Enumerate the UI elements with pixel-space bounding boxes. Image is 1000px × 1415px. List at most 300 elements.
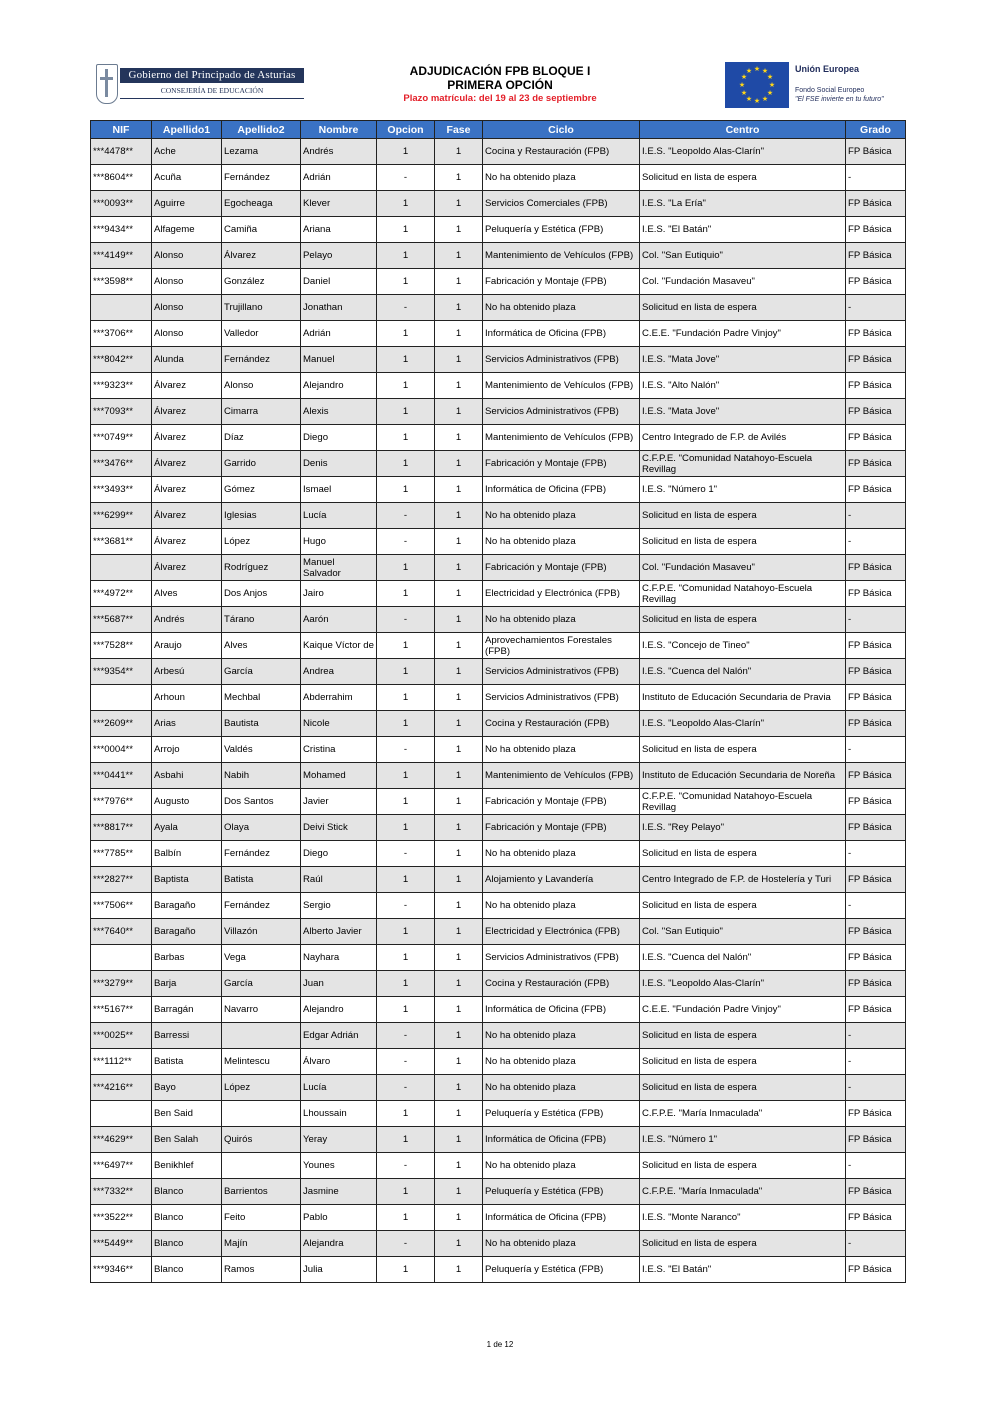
cell-fase: 1 xyxy=(435,1231,483,1257)
cell-opcion: - xyxy=(377,1075,435,1101)
col-header-nombre: Nombre xyxy=(301,121,377,139)
cell-grado: FP Básica xyxy=(846,1127,906,1153)
svg-text:★: ★ xyxy=(740,73,748,81)
cell-grado: - xyxy=(846,1023,906,1049)
cell-nombre: Ismael xyxy=(301,477,377,503)
cell-nombre: Nicole xyxy=(301,711,377,737)
cell-opcion: 1 xyxy=(377,191,435,217)
title-block xyxy=(350,64,650,106)
cell-nif xyxy=(91,1101,152,1127)
cell-fase: 1 xyxy=(435,217,483,243)
cell-grado: - xyxy=(846,1231,906,1257)
cell-ciclo: Mantenimiento de Vehículos (FPB) xyxy=(483,425,640,451)
cell-ciclo: No ha obtenido plaza xyxy=(483,295,640,321)
cell-grado: FP Básica xyxy=(846,971,906,997)
cell-ciclo: Electricidad y Electrónica (FPB) xyxy=(483,919,640,945)
table-row xyxy=(91,659,906,685)
cell-ciclo: Mantenimiento de Vehículos (FPB) xyxy=(483,373,640,399)
cell-nif: ***5449** xyxy=(91,1231,152,1257)
cell-ciclo: Servicios Administrativos (FPB) xyxy=(483,659,640,685)
cell-grado: - xyxy=(846,737,906,763)
cell-centro: C.E.E. "Fundación Padre Vinjoy" xyxy=(640,321,846,347)
col-header-grado: Grado xyxy=(846,121,906,139)
cell-opcion: 1 xyxy=(377,789,435,815)
cell-nombre: Alejandro xyxy=(301,997,377,1023)
cell-apellido2: Álvarez xyxy=(222,243,301,269)
cell-nombre: Younes xyxy=(301,1153,377,1179)
allocation-table xyxy=(90,120,906,1283)
cell-centro: I.E.S. "Leopoldo Alas-Clarín" xyxy=(640,971,846,997)
cell-fase: 1 xyxy=(435,399,483,425)
cell-centro: I.E.S. "Número 1" xyxy=(640,477,846,503)
col-header-apellido1: Apellido1 xyxy=(152,121,222,139)
cell-ciclo: No ha obtenido plaza xyxy=(483,1023,640,1049)
cell-ciclo: Alojamiento y Lavandería xyxy=(483,867,640,893)
cell-fase: 1 xyxy=(435,295,483,321)
cell-nif: ***0093** xyxy=(91,191,152,217)
cell-apellido1: Alves xyxy=(152,581,222,607)
cell-nif: ***3279** xyxy=(91,971,152,997)
svg-text:★: ★ xyxy=(753,65,761,73)
cell-fase: 1 xyxy=(435,347,483,373)
asturias-shield-icon xyxy=(96,64,118,104)
cell-apellido1: Arrojo xyxy=(152,737,222,763)
table-row xyxy=(91,581,906,607)
cell-grado: FP Básica xyxy=(846,581,906,607)
cell-centro: I.E.S. "Monte Naranco" xyxy=(640,1205,846,1231)
cell-opcion: 1 xyxy=(377,945,435,971)
cell-ciclo: Electricidad y Electrónica (FPB) xyxy=(483,581,640,607)
col-header-nif: NIF xyxy=(91,121,152,139)
eu-logo xyxy=(725,62,905,108)
cell-opcion: 1 xyxy=(377,321,435,347)
cell-apellido2: Melintescu xyxy=(222,1049,301,1075)
cell-apellido1: Barressi xyxy=(152,1023,222,1049)
cell-nombre: Julia xyxy=(301,1257,377,1283)
cell-nombre: Yeray xyxy=(301,1127,377,1153)
cell-apellido2: Valdés xyxy=(222,737,301,763)
cell-fase: 1 xyxy=(435,243,483,269)
cell-apellido1: Álvarez xyxy=(152,529,222,555)
table-row xyxy=(91,893,906,919)
cell-ciclo: Cocina y Restauración (FPB) xyxy=(483,971,640,997)
cell-ciclo: No ha obtenido plaza xyxy=(483,1049,640,1075)
cell-apellido2: Villazón xyxy=(222,919,301,945)
cell-opcion: 1 xyxy=(377,425,435,451)
svg-text:★: ★ xyxy=(745,67,753,75)
table-row xyxy=(91,321,906,347)
col-header-opcion: Opcion xyxy=(377,121,435,139)
cell-grado: - xyxy=(846,841,906,867)
cell-centro: Solicitud en lista de espera xyxy=(640,1023,846,1049)
cell-opcion: - xyxy=(377,165,435,191)
gov-logo xyxy=(96,64,308,104)
cell-nombre: Adrián xyxy=(301,321,377,347)
cell-nombre: Nayhara xyxy=(301,945,377,971)
cell-opcion: 1 xyxy=(377,347,435,373)
cell-nombre: Juan xyxy=(301,971,377,997)
cell-nif: ***3598** xyxy=(91,269,152,295)
cell-fase: 1 xyxy=(435,1179,483,1205)
cell-nif: ***0749** xyxy=(91,425,152,451)
cell-nif: ***4216** xyxy=(91,1075,152,1101)
cell-centro: Col. "Fundación Masaveu" xyxy=(640,269,846,295)
deadline-text: Plazo matrícula: del 19 al 23 de septiembre xyxy=(403,93,597,104)
cell-nif: ***6497** xyxy=(91,1153,152,1179)
table-row xyxy=(91,269,906,295)
cell-nif xyxy=(91,295,152,321)
table-row xyxy=(91,243,906,269)
cell-opcion: - xyxy=(377,607,435,633)
cell-grado: FP Básica xyxy=(846,321,906,347)
cell-grado: FP Básica xyxy=(846,659,906,685)
cell-centro: I.E.S. "Número 1" xyxy=(640,1127,846,1153)
cell-opcion: 1 xyxy=(377,685,435,711)
cell-grado: FP Básica xyxy=(846,711,906,737)
cell-centro: Solicitud en lista de espera xyxy=(640,607,846,633)
cell-fase: 1 xyxy=(435,971,483,997)
cell-fase: 1 xyxy=(435,711,483,737)
svg-text:★: ★ xyxy=(761,95,769,103)
cell-apellido2: Majín xyxy=(222,1231,301,1257)
cell-fase: 1 xyxy=(435,867,483,893)
cell-nombre: Jonathan xyxy=(301,295,377,321)
cell-opcion: 1 xyxy=(377,659,435,685)
cell-nombre: Raúl xyxy=(301,867,377,893)
cell-fase: 1 xyxy=(435,633,483,659)
cell-opcion: 1 xyxy=(377,919,435,945)
cell-nif: ***8042** xyxy=(91,347,152,373)
cell-nombre: Abderrahim xyxy=(301,685,377,711)
cell-apellido1: Baragaño xyxy=(152,893,222,919)
cell-opcion: 1 xyxy=(377,763,435,789)
cell-apellido2: Fernández xyxy=(222,165,301,191)
svg-text:★: ★ xyxy=(766,73,774,81)
cell-opcion: 1 xyxy=(377,1127,435,1153)
cell-centro: Col. "San Eutiquio" xyxy=(640,243,846,269)
cell-nif: ***8817** xyxy=(91,815,152,841)
cell-apellido2: Navarro xyxy=(222,997,301,1023)
cell-fase: 1 xyxy=(435,1101,483,1127)
cell-apellido1: Blanco xyxy=(152,1257,222,1283)
cell-nif: ***4149** xyxy=(91,243,152,269)
table-row xyxy=(91,711,906,737)
cell-fase: 1 xyxy=(435,581,483,607)
cell-fase: 1 xyxy=(435,269,483,295)
cell-fase: 1 xyxy=(435,1257,483,1283)
cell-apellido2: Tárano xyxy=(222,607,301,633)
cell-nombre: Álvaro xyxy=(301,1049,377,1075)
eu-fund: Fondo Social Europeo xyxy=(795,87,865,94)
table-row xyxy=(91,295,906,321)
cell-grado: FP Básica xyxy=(846,373,906,399)
cell-opcion: 1 xyxy=(377,139,435,165)
cell-nif: ***0025** xyxy=(91,1023,152,1049)
cell-fase: 1 xyxy=(435,191,483,217)
cell-fase: 1 xyxy=(435,529,483,555)
cell-apellido1: Augusto xyxy=(152,789,222,815)
cell-grado: - xyxy=(846,1075,906,1101)
cell-nombre: Jairo xyxy=(301,581,377,607)
cell-apellido1: Bayo xyxy=(152,1075,222,1101)
cell-nif: ***7093** xyxy=(91,399,152,425)
cell-apellido1: Benikhlef xyxy=(152,1153,222,1179)
cell-nombre: Ariana xyxy=(301,217,377,243)
cell-grado: - xyxy=(846,1049,906,1075)
cell-nif: ***3681** xyxy=(91,529,152,555)
cell-grado: FP Básica xyxy=(846,997,906,1023)
page-subtitle: PRIMERA OPCIÓN xyxy=(447,78,553,92)
cell-apellido2: Quirós xyxy=(222,1127,301,1153)
cell-apellido1: Arhoun xyxy=(152,685,222,711)
svg-text:★: ★ xyxy=(768,81,776,89)
cell-centro: C.F.P.E. "Comunidad Natahoyo-Escuela Revillag xyxy=(640,789,846,815)
cell-grado: - xyxy=(846,607,906,633)
cell-centro: I.E.S. "Cuenca del Nalón" xyxy=(640,659,846,685)
cell-opcion: 1 xyxy=(377,217,435,243)
eu-motto: "El FSE invierte en tu futuro" xyxy=(795,96,884,103)
cell-centro: I.E.S. "La Ería" xyxy=(640,191,846,217)
cell-apellido2 xyxy=(222,1101,301,1127)
cell-apellido2: Fernández xyxy=(222,841,301,867)
cell-apellido2: Olaya xyxy=(222,815,301,841)
cell-fase: 1 xyxy=(435,997,483,1023)
cell-fase: 1 xyxy=(435,425,483,451)
cell-nombre: Edgar Adrián xyxy=(301,1023,377,1049)
cell-apellido2: Rodríguez xyxy=(222,555,301,581)
table-row xyxy=(91,1153,906,1179)
cell-apellido1: Ben Salah xyxy=(152,1127,222,1153)
table-row xyxy=(91,529,906,555)
cell-nif: ***6299** xyxy=(91,503,152,529)
table-row xyxy=(91,191,906,217)
cell-apellido2: Lezama xyxy=(222,139,301,165)
cell-grado: FP Básica xyxy=(846,139,906,165)
cell-nombre: Javier xyxy=(301,789,377,815)
cell-centro: Solicitud en lista de espera xyxy=(640,737,846,763)
cell-nif xyxy=(91,685,152,711)
cell-nif: ***2609** xyxy=(91,711,152,737)
cell-apellido1: Asbahi xyxy=(152,763,222,789)
cell-apellido2: Valledor xyxy=(222,321,301,347)
divider xyxy=(120,98,304,99)
cell-fase: 1 xyxy=(435,477,483,503)
cell-opcion: - xyxy=(377,1231,435,1257)
table-row xyxy=(91,1101,906,1127)
gov-name: Gobierno del Principado de Asturias xyxy=(120,68,304,83)
cell-nif: ***3522** xyxy=(91,1205,152,1231)
cell-centro: Centro Integrado de F.P. de Avilés xyxy=(640,425,846,451)
cell-apellido2: García xyxy=(222,971,301,997)
cell-apellido1: Barragán xyxy=(152,997,222,1023)
cell-fase: 1 xyxy=(435,893,483,919)
table-row xyxy=(91,789,906,815)
cell-centro: C.F.P.E. "Comunidad Natahoyo-Escuela Revillag xyxy=(640,451,846,477)
cell-grado: FP Básica xyxy=(846,763,906,789)
svg-text:★: ★ xyxy=(745,95,753,103)
cell-ciclo: Fabricación y Montaje (FPB) xyxy=(483,555,640,581)
cell-apellido1: Álvarez xyxy=(152,451,222,477)
cell-centro: I.E.S. "Leopoldo Alas-Clarín" xyxy=(640,711,846,737)
cell-ciclo: Fabricación y Montaje (FPB) xyxy=(483,815,640,841)
cell-ciclo: No ha obtenido plaza xyxy=(483,607,640,633)
cell-opcion: 1 xyxy=(377,581,435,607)
cell-ciclo: Fabricación y Montaje (FPB) xyxy=(483,269,640,295)
cell-ciclo: Peluquería y Estética (FPB) xyxy=(483,1257,640,1283)
cell-grado: FP Básica xyxy=(846,399,906,425)
cell-nif: ***4972** xyxy=(91,581,152,607)
cell-ciclo: Peluquería y Estética (FPB) xyxy=(483,1101,640,1127)
cell-grado: FP Básica xyxy=(846,867,906,893)
cell-apellido1: Álvarez xyxy=(152,425,222,451)
cell-apellido1: Álvarez xyxy=(152,555,222,581)
cell-nombre: Klever xyxy=(301,191,377,217)
cell-nif: ***3706** xyxy=(91,321,152,347)
cell-fase: 1 xyxy=(435,555,483,581)
cell-fase: 1 xyxy=(435,139,483,165)
cell-fase: 1 xyxy=(435,1153,483,1179)
cell-opcion: - xyxy=(377,893,435,919)
cell-apellido1: Alonso xyxy=(152,243,222,269)
table-row xyxy=(91,945,906,971)
cell-ciclo: Servicios Administrativos (FPB) xyxy=(483,685,640,711)
table-row xyxy=(91,1231,906,1257)
cell-nombre: Manuel Salvador xyxy=(301,555,377,581)
cell-apellido1: Arias xyxy=(152,711,222,737)
cell-apellido1: Ayala xyxy=(152,815,222,841)
cell-apellido2: Garrido xyxy=(222,451,301,477)
cell-centro: I.E.S. "Concejo de Tineo" xyxy=(640,633,846,659)
table-row xyxy=(91,555,906,581)
cell-nombre: Aarón xyxy=(301,607,377,633)
table-row xyxy=(91,139,906,165)
cell-opcion: 1 xyxy=(377,997,435,1023)
cell-apellido2: Alonso xyxy=(222,373,301,399)
cell-grado: - xyxy=(846,503,906,529)
cell-apellido1: Acuña xyxy=(152,165,222,191)
cell-apellido2: Mechbal xyxy=(222,685,301,711)
table-row xyxy=(91,867,906,893)
cell-nif: ***3493** xyxy=(91,477,152,503)
cell-nombre: Lucía xyxy=(301,1075,377,1101)
table-row xyxy=(91,815,906,841)
col-header-centro: Centro xyxy=(640,121,846,139)
cell-centro: Col. "San Eutiquio" xyxy=(640,919,846,945)
table-row xyxy=(91,347,906,373)
table-row xyxy=(91,633,906,659)
cell-apellido2: Gómez xyxy=(222,477,301,503)
cell-opcion: 1 xyxy=(377,243,435,269)
cell-nif: ***0441** xyxy=(91,763,152,789)
cell-centro: Solicitud en lista de espera xyxy=(640,1049,846,1075)
cell-apellido2: Iglesias xyxy=(222,503,301,529)
col-header-apellido2: Apellido2 xyxy=(222,121,301,139)
cell-apellido2: Nabih xyxy=(222,763,301,789)
cell-ciclo: No ha obtenido plaza xyxy=(483,893,640,919)
cell-apellido2 xyxy=(222,1023,301,1049)
cell-opcion: 1 xyxy=(377,373,435,399)
cell-apellido2: García xyxy=(222,659,301,685)
svg-text:★: ★ xyxy=(761,67,769,75)
cell-apellido2: Dos Anjos xyxy=(222,581,301,607)
cell-fase: 1 xyxy=(435,1023,483,1049)
cell-ciclo: No ha obtenido plaza xyxy=(483,737,640,763)
cell-apellido1: Andrés xyxy=(152,607,222,633)
cell-fase: 1 xyxy=(435,321,483,347)
cell-opcion: - xyxy=(377,503,435,529)
cell-apellido1: Alonso xyxy=(152,269,222,295)
cell-grado: FP Básica xyxy=(846,633,906,659)
cell-fase: 1 xyxy=(435,659,483,685)
cell-nif: ***3476** xyxy=(91,451,152,477)
cell-apellido2: Feito xyxy=(222,1205,301,1231)
cell-grado: - xyxy=(846,295,906,321)
cell-apellido2: Bautista xyxy=(222,711,301,737)
cell-nombre: Andrea xyxy=(301,659,377,685)
cell-fase: 1 xyxy=(435,1049,483,1075)
cell-grado: FP Básica xyxy=(846,243,906,269)
cell-nif: ***9346** xyxy=(91,1257,152,1283)
cell-centro: I.E.S. "Cuenca del Nalón" xyxy=(640,945,846,971)
cell-nif: ***7332** xyxy=(91,1179,152,1205)
cell-apellido1: Alfageme xyxy=(152,217,222,243)
cell-nombre: Diego xyxy=(301,841,377,867)
table-row xyxy=(91,451,906,477)
col-header-ciclo: Ciclo xyxy=(483,121,640,139)
cell-apellido1: Barbas xyxy=(152,945,222,971)
cell-apellido1: Baragaño xyxy=(152,919,222,945)
table-row xyxy=(91,477,906,503)
cell-apellido2: Alves xyxy=(222,633,301,659)
cell-opcion: 1 xyxy=(377,269,435,295)
cell-fase: 1 xyxy=(435,841,483,867)
table-row xyxy=(91,1023,906,1049)
cell-nombre: Lhoussain xyxy=(301,1101,377,1127)
cell-opcion: 1 xyxy=(377,971,435,997)
cell-opcion: 1 xyxy=(377,711,435,737)
cell-ciclo: No ha obtenido plaza xyxy=(483,841,640,867)
cell-nif xyxy=(91,555,152,581)
table-row xyxy=(91,763,906,789)
cell-nombre: Jasmine xyxy=(301,1179,377,1205)
cell-grado: FP Básica xyxy=(846,1179,906,1205)
cell-ciclo: Mantenimiento de Vehículos (FPB) xyxy=(483,243,640,269)
cell-grado: FP Básica xyxy=(846,815,906,841)
cell-grado: FP Básica xyxy=(846,347,906,373)
cell-apellido1: Alonso xyxy=(152,321,222,347)
table-row xyxy=(91,971,906,997)
svg-text:★: ★ xyxy=(740,89,748,97)
cell-ciclo: Aprovechamientos Forestales (FPB) xyxy=(483,633,640,659)
cell-fase: 1 xyxy=(435,789,483,815)
cell-centro: Solicitud en lista de espera xyxy=(640,893,846,919)
cell-fase: 1 xyxy=(435,763,483,789)
eu-title: Unión Europea xyxy=(795,64,860,74)
cell-opcion: - xyxy=(377,1023,435,1049)
cell-fase: 1 xyxy=(435,1205,483,1231)
table-row xyxy=(91,1075,906,1101)
cell-nombre: Adrián xyxy=(301,165,377,191)
cell-apellido1: Álvarez xyxy=(152,477,222,503)
svg-text:★: ★ xyxy=(766,89,774,97)
cell-ciclo: Servicios Administrativos (FPB) xyxy=(483,399,640,425)
cell-opcion: - xyxy=(377,841,435,867)
cell-apellido1: Barja xyxy=(152,971,222,997)
cell-fase: 1 xyxy=(435,165,483,191)
cell-opcion: - xyxy=(377,529,435,555)
cell-ciclo: Informática de Oficina (FPB) xyxy=(483,997,640,1023)
cell-opcion: 1 xyxy=(377,477,435,503)
